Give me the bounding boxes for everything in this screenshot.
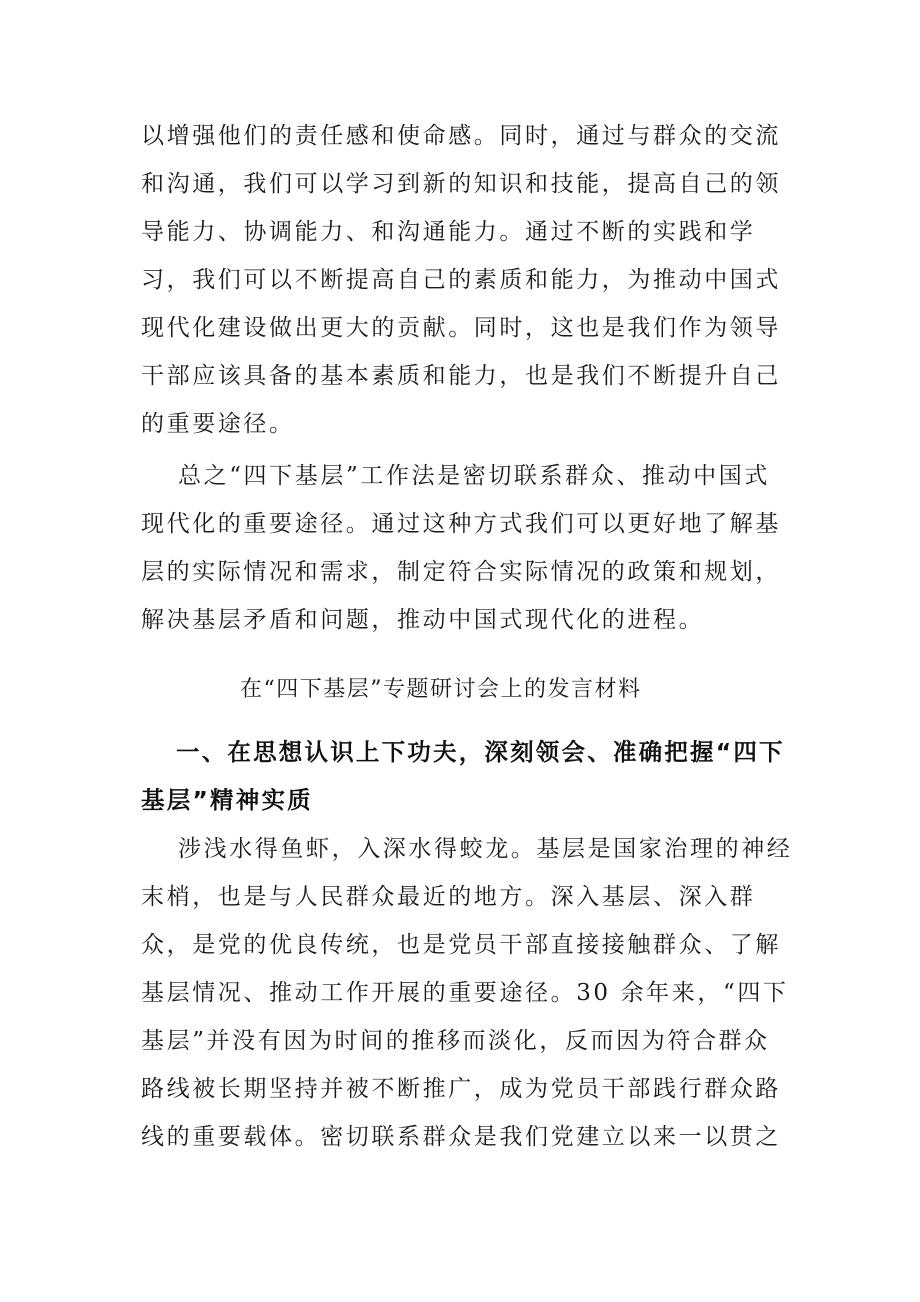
paragraph-line: 基层”并没有因为时间的推移而淡化，反而因为符合群众 bbox=[141, 1028, 770, 1054]
document-title: 在“四下基层”专题研讨会上的发言材料 bbox=[240, 677, 642, 702]
paragraph-line: 线的重要载体。密切联系群众是我们党建立以来一以贯之 bbox=[141, 1124, 781, 1150]
paragraph-line: 末梢，也是与人民群众最近的地方。深入基层、深入群 bbox=[141, 884, 756, 910]
paragraph-line: 导能力、协调能力、和沟通能力。通过不断的实践和学 bbox=[141, 219, 756, 245]
paragraph-line: 路线被长期坚持并被不断推广，成为党员干部践行群众路 bbox=[141, 1076, 781, 1102]
paragraph-line: 干部应该具备的基本素质和能力，也是我们不断提升自己 bbox=[141, 363, 781, 389]
paragraph-line: 涉浅水得鱼虾，入深水得蛟龙。基层是国家治理的神经 bbox=[178, 836, 793, 862]
paragraph-line: 和沟通，我们可以学习到新的知识和技能，提高自己的领 bbox=[141, 171, 781, 197]
paragraph-line: 众，是党的优良传统，也是党员干部直接接触群众、了解 bbox=[141, 932, 781, 958]
paragraph-line: 总之“四下基层”工作法是密切联系群众、推动中国式 bbox=[178, 463, 770, 489]
paragraph-line: 基层情况、推动工作开展的重要途径。30 余年来，“四下 bbox=[141, 980, 789, 1006]
paragraph-line: 现代化的重要途径。通过这种方式我们可以更好地了解基 bbox=[141, 511, 781, 537]
paragraph-line: 习，我们可以不断提高自己的素质和能力，为推动中国式 bbox=[141, 267, 781, 293]
section-heading-line: 一、在思想认识上下功夫，深刻领会、准确把握“四下 bbox=[176, 738, 785, 766]
section-heading-line: 基层”精神实质 bbox=[141, 786, 313, 814]
paragraph-line: 层的实际情况和需求，制定符合实际情况的政策和规划， bbox=[141, 559, 781, 585]
paragraph-line: 以增强他们的责任感和使命感。同时，通过与群众的交流 bbox=[141, 123, 781, 149]
paragraph-line: 解决基层矛盾和问题，推动中国式现代化的进程。 bbox=[141, 607, 705, 633]
paragraph-line: 的重要途径。 bbox=[141, 411, 295, 437]
paragraph-line: 现代化建设做出更大的贡献。同时，这也是我们作为领导 bbox=[141, 315, 781, 341]
